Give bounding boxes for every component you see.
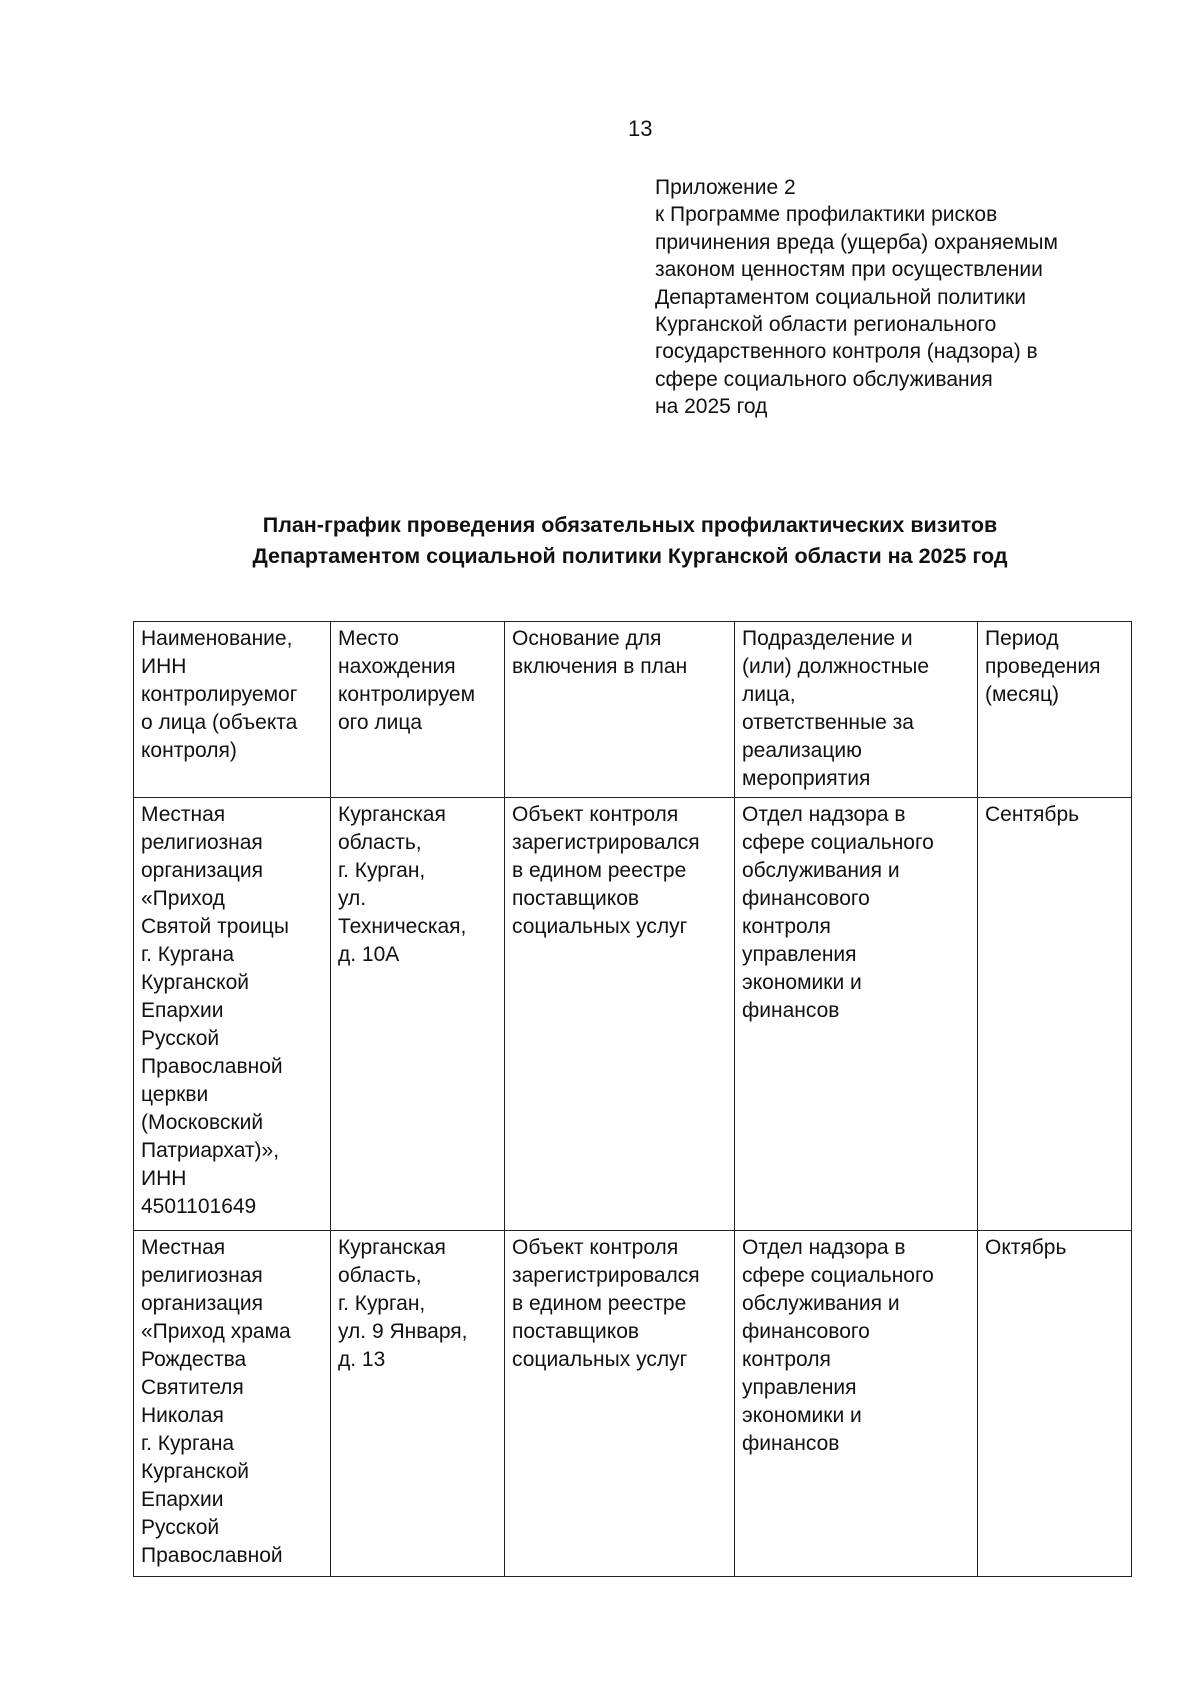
header-department: Подразделение и (или) должностные лица, ответственные за реализацию мероприятия (735, 622, 978, 798)
cell-location: Курганская область, г. Курган, ул. 9 Января, д. 13 (331, 1231, 505, 1577)
appendix-line: государственного контроля (надзора) в (655, 340, 1038, 364)
appendix-line: к Программе профилактики рисков (655, 203, 998, 227)
page-number: 13 (628, 116, 653, 141)
title-line: Департаментом социальной политики Курганской области на 2025 год (252, 544, 1008, 568)
visit-schedule-table (133, 621, 1132, 1577)
appendix-line: сфере социального обслуживания (655, 367, 993, 391)
cell-location: Курганская область, г. Курган, ул. Техническая, д. 10А (331, 798, 505, 1231)
header-location: Место нахождения контролируем ого лица (331, 622, 505, 798)
header-name: Наименование, ИНН контролируемог о лица (объекта контроля) (134, 622, 331, 798)
table-row (134, 1231, 1132, 1577)
table-row (134, 798, 1132, 1231)
header-period: Период проведения (месяц) (978, 622, 1132, 798)
table-header-row (134, 622, 1132, 798)
appendix-note (655, 174, 1135, 421)
cell-department: Отдел надзора в сфере социального обслуживания и финансового контроля управления экономики и финансов (735, 1231, 978, 1577)
appendix-line: причинения вреда (ущерба) охраняемым (655, 230, 1058, 254)
document-title (130, 510, 1130, 572)
cell-period: Октябрь (978, 1231, 1132, 1577)
appendix-line: законом ценностям при осуществлении (655, 258, 1043, 282)
cell-department: Отдел надзора в сфере социального обслуживания и финансового контроля управления экономики и финансов (735, 798, 978, 1231)
cell-basis: Объект контроля зарегистрировался в едином реестре поставщиков социальных услуг (505, 798, 735, 1231)
cell-name: Местная религиозная организация «Приход Святой троицы г. Кургана Курганской Епархии Русской Православной церкви (Московский Патриархат)», ИНН 4501101649 (134, 798, 331, 1231)
cell-name: Местная религиозная организация «Приход храма Рождества Святителя Николая г. Кургана Курганской Епархии Русской Православной (134, 1231, 331, 1577)
cell-period: Сентябрь (978, 798, 1132, 1231)
appendix-line: на 2025 год (655, 395, 768, 419)
header-basis: Основание для включения в план (505, 622, 735, 798)
appendix-line: Курганской области регионального (655, 313, 997, 337)
appendix-line: Приложение 2 (655, 176, 796, 199)
appendix-line: Департаментом социальной политики (655, 285, 1027, 309)
title-line: План-график проведения обязательных профилактических визитов (262, 513, 998, 537)
cell-basis: Объект контроля зарегистрировался в едином реестре поставщиков социальных услуг (505, 1231, 735, 1577)
